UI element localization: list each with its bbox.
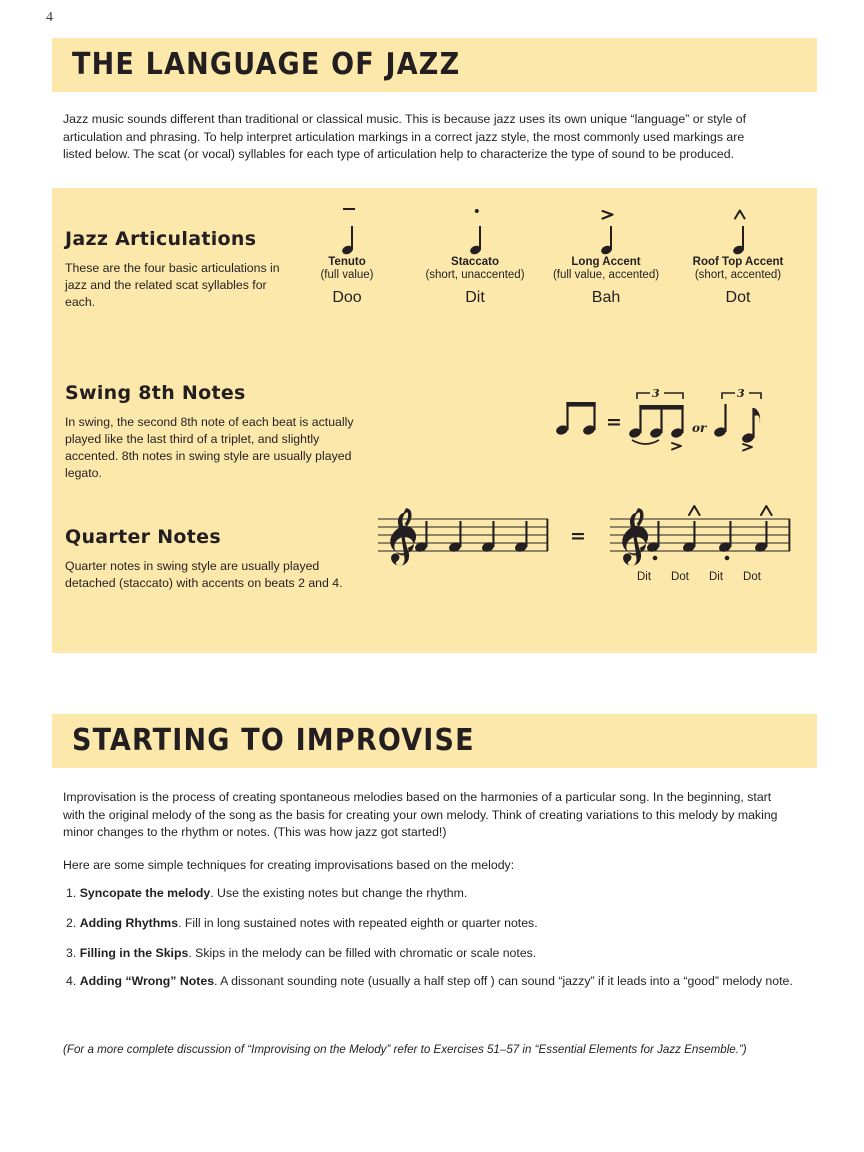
tenuto-note-glyph	[277, 208, 417, 254]
articulation-scat: Bah	[591, 289, 621, 306]
body-quarter-notes: Quarter notes in swing style are usually played detached (staccato) with accents on beats 2 and 4.	[65, 559, 343, 590]
technique-item-4	[66, 973, 826, 990]
articulation-scat: Dit	[465, 289, 485, 306]
long-accent-note-glyph	[536, 208, 676, 254]
articulation-staccato	[405, 208, 545, 307]
technique-item-3	[66, 945, 806, 962]
technique-title: Adding “Wrong” Notes	[79, 974, 215, 988]
technique-item-1	[66, 885, 806, 902]
articulation-desc: (short, accented)	[694, 269, 782, 281]
notestem	[479, 226, 481, 250]
articulation-desc: (full value)	[320, 269, 374, 281]
heading-quarter-notes: Quarter Notes	[65, 526, 221, 548]
articulation-tenuto	[277, 208, 417, 307]
swing-rhythm-figure	[552, 386, 767, 466]
section-title-text: STARTING TO IMPROVISE	[72, 722, 475, 758]
section-header-language-of-jazz	[52, 38, 817, 92]
technique-title: Syncopate the melody	[79, 886, 211, 900]
techniques-list-intro: Here are some simple techniques for creating improvisations based on the melody:	[63, 858, 515, 872]
staccato-note-glyph	[405, 208, 545, 254]
svg-text:3: 3	[737, 387, 745, 400]
technique-title: Filling in the Skips	[79, 946, 189, 960]
articulation-desc: (short, unaccented)	[425, 269, 525, 281]
marcato-note-glyph	[668, 208, 808, 254]
articulation-desc: (full value, accented)	[552, 269, 660, 281]
technique-item-2	[66, 915, 806, 932]
heading-jazz-articulations: Jazz Articulations	[65, 228, 257, 250]
accent-mark-icon	[602, 207, 615, 225]
technique-number: 4.	[66, 974, 77, 988]
intro-paragraph-improvise: Improvisation is the process of creating spontaneous melodies based on the harmonies of a particular song. In the beginning, start with the original melody of the song as the basis for creating your own melody. Think of creating variations to this melody by making minor changes to the rhythm or notes. (This was how jazz got started!)	[63, 790, 778, 839]
quarter-notes-figure	[372, 503, 812, 598]
marcato-mark-icon	[734, 207, 747, 225]
technique-number: 3.	[66, 946, 77, 960]
tenuto-mark-icon	[343, 208, 355, 210]
svg-text:=: =	[570, 525, 586, 547]
section-header-starting-to-improvise	[52, 714, 817, 768]
technique-number: 1.	[66, 886, 77, 900]
articulation-name: Roof Top Accent	[692, 256, 784, 268]
technique-text: . Fill in long sustained notes with repeated eighth or quarter notes.	[178, 916, 538, 930]
articulation-long-accent	[536, 208, 676, 307]
technique-text: . Skips in the melody can be filled with chromatic or scale notes.	[188, 946, 537, 960]
articulation-scat: Doo	[332, 289, 362, 306]
section-title-text: THE LANGUAGE OF JAZZ	[72, 46, 461, 82]
svg-text:or: or	[692, 421, 707, 435]
articulation-name: Tenuto	[328, 256, 366, 268]
scat-label-beat3: Dit	[708, 571, 724, 583]
notestem	[742, 226, 744, 250]
technique-text: . A dissonant sounding note (usually a half step off ) can sound “jazzy” if it leads into a “good” melody note.	[214, 974, 793, 988]
heading-swing-8th-notes: Swing 8th Notes	[65, 382, 246, 404]
articulation-scat: Dot	[725, 289, 751, 306]
swing-notation-svg	[552, 386, 767, 461]
technique-number: 2.	[66, 916, 77, 930]
scat-label-beat1: Dit	[636, 571, 652, 583]
scat-label-beat2: Dot	[671, 571, 689, 583]
technique-text: . Use the existing notes but change the rhythm.	[210, 886, 468, 900]
footnote-reference: (For a more complete discussion of “Improvising on the Melody” refer to Exercises 51–57 in “Essential Elements for Jazz Ensemble.”)	[63, 1043, 747, 1056]
svg-text:=: =	[606, 411, 622, 433]
scat-label-beat4: Dot	[743, 571, 761, 583]
notestem	[351, 226, 353, 250]
articulation-name: Staccato	[451, 256, 499, 268]
notestem	[610, 226, 612, 250]
articulation-roof-top-accent	[668, 208, 808, 307]
staccato-dot-icon	[475, 209, 479, 213]
technique-title: Adding Rhythms	[79, 916, 179, 930]
articulation-name: Long Accent	[571, 256, 641, 268]
page-number: 4	[46, 10, 53, 25]
jazz-articulation-panel	[52, 188, 817, 653]
body-jazz-articulations: These are the four basic articulations in jazz and the related scat syllables for each.	[65, 261, 280, 309]
body-swing-8th-notes: In swing, the second 8th note of each beat is actually played like the last third of a triplet, and slightly accented. 8th notes in swing style are usually played legato.	[65, 415, 354, 480]
svg-text:3: 3	[652, 387, 660, 400]
intro-paragraph-jazz-language: Jazz music sounds different than traditional or classical music. This is because jazz uses its own unique “language” or style of articulation and phrasing. To help interpret articulation markings in a correct jazz style, the most commonly used markings are listed below. The scat (or vocal) syllables for each type of articulation help to characterize the type of sound to be produced.	[63, 112, 747, 161]
